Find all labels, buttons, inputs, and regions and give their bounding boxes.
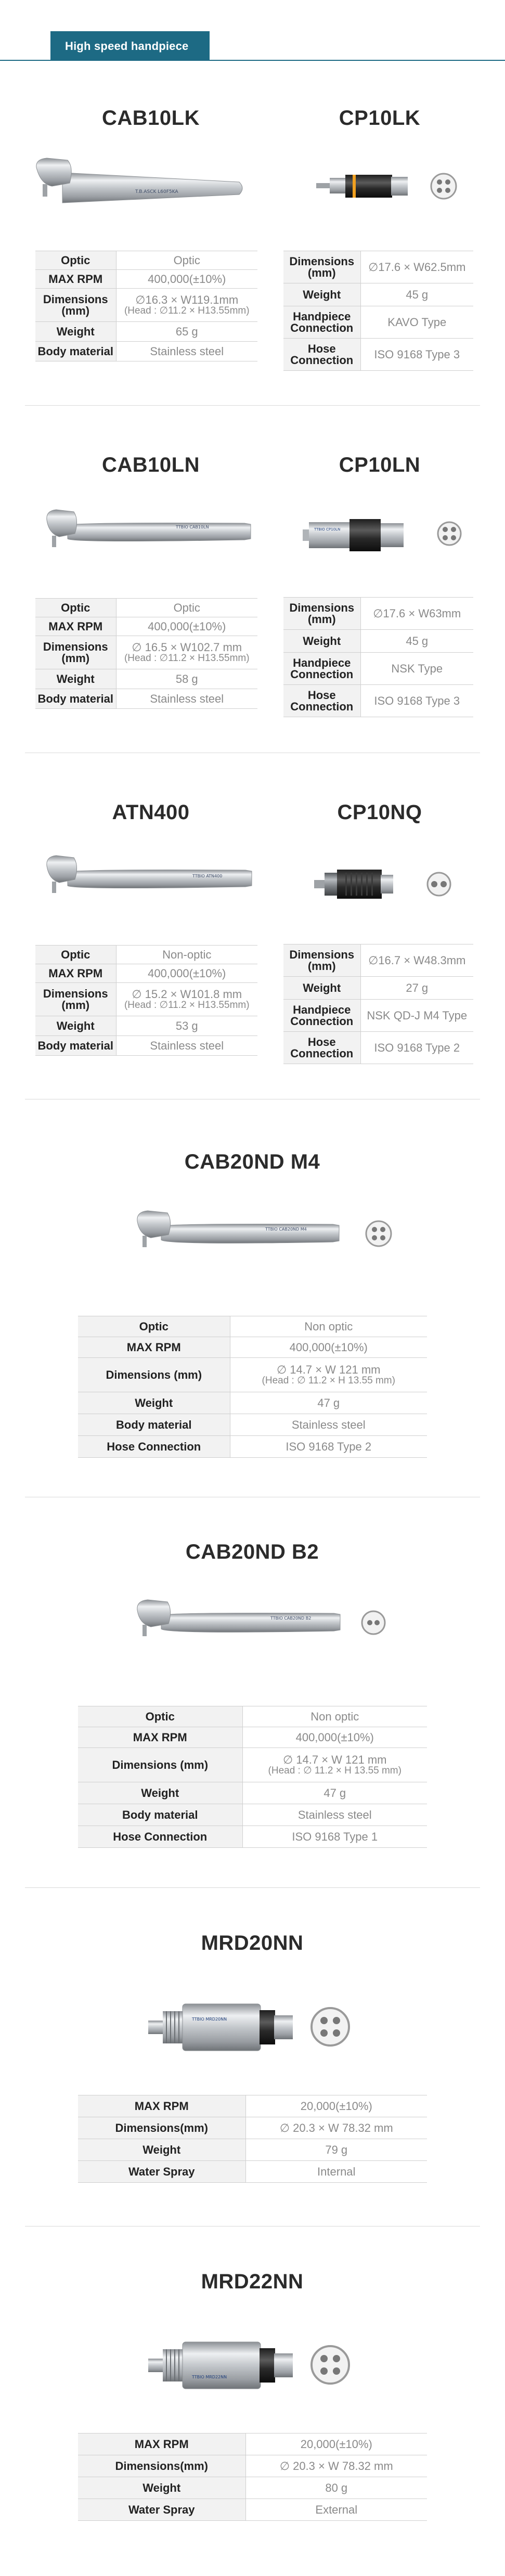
spec-value: Non optic [242,1706,427,1727]
spec-row [78,2095,427,2117]
spec-row [78,1358,427,1392]
spec-row [35,342,257,361]
spec-row [35,669,257,689]
section-tab-high-speed-handpiece[interactable]: High speed handpiece [50,31,210,61]
spec-row [78,1782,427,1804]
spec-value: 47 g [230,1392,427,1414]
spec-label: Dimensions (mm) [35,983,116,1016]
spec-label: MAX RPM [78,1727,242,1748]
spec-value-main: ∅ 14.7 × W 121 mm [282,1753,387,1766]
spec-row [35,599,257,617]
spec-value: Stainless steel [230,1414,427,1436]
spec-row [78,1337,427,1358]
spec-row [35,617,257,636]
spec-label: Dimensions (mm) [35,289,116,322]
spec-table-mrd22nn [78,2433,427,2521]
spec-label: Hose Connection [283,1032,360,1064]
handpiece-image-mrd20nn [148,1979,367,2078]
spec-row [78,2161,427,2183]
spec-row [283,1000,473,1032]
spec-label: Hose Connection [78,1436,230,1458]
spec-value: 45 g [360,283,473,306]
spec-label: Optic [78,1316,230,1337]
spec-label: Dimensions (mm) [283,251,360,283]
spec-value: 53 g [116,1016,257,1036]
spec-row [35,689,257,709]
product-title-cp10nq: CP10NQ [337,801,422,824]
coupler-image-cp10lk [316,162,462,214]
handpiece-image-cab10ln [42,499,260,572]
spec-label: MAX RPM [78,2433,245,2455]
spec-value: ∅ 20.3 × W 78.32 mm [245,2117,427,2139]
spec-row [78,1316,427,1337]
section-divider [25,1887,480,1888]
spec-label: MAX RPM [78,2095,245,2117]
spec-label: Body material [78,1804,242,1826]
spec-label: Optic [35,946,116,964]
product-title-cp10ln: CP10LN [339,454,421,476]
spec-value-main: ∅ 14.7 × W 121 mm [276,1363,381,1376]
spec-value: Optic [116,599,257,617]
handpiece-image-atn400 [42,845,260,918]
spec-row [78,1436,427,1458]
engraving-cab10lk: T.B.ASCK L60F5KA [135,189,178,195]
spec-row [78,1748,427,1782]
spec-table-cab20ndb2 [78,1706,427,1848]
spec-row [283,251,473,283]
spec-label: Dimensions(mm) [78,2455,245,2477]
spec-label: Body material [35,1036,116,1056]
engraving-cab10ln: TTBIO CAB10LN [176,525,209,529]
spec-row [35,964,257,983]
spec-row [78,1727,427,1748]
spec-value-main: ∅16.3 × W119.1mm [135,293,239,306]
spec-label: Body material [35,689,116,709]
spec-label: MAX RPM [35,964,116,983]
spec-row [78,2499,427,2521]
engraving-atn400: TTBIO ATN400 [192,874,223,878]
product-title-cab20ndb2: CAB20ND B2 [185,1541,319,1563]
spec-value: Stainless steel [242,1804,427,1826]
spec-row [283,1032,473,1064]
spec-row [78,1804,427,1826]
spec-table-cab10lk [35,251,257,361]
product-title-mrd20nn: MRD20NN [201,1932,304,1954]
spec-label: Handpiece Connection [283,653,360,685]
spec-label: Weight [283,283,360,306]
section-divider [25,2226,480,2227]
spec-value: 400,000(±10%) [242,1727,427,1748]
header-rule [0,60,505,61]
spec-row [283,339,473,371]
spec-label: Handpiece Connection [283,1000,360,1032]
handpiece-image-mrd22nn [148,2317,367,2416]
spec-label: Dimensions (mm) [283,598,360,630]
spec-table-atn400 [35,945,257,1056]
spec-value: Optic [116,251,257,270]
spec-label: Dimensions (mm) [283,944,360,977]
product-title-atn400: ATN400 [112,801,190,824]
handpiece-image-cab10lk [31,152,250,230]
engraving-cab20ndb2: TTBIO CAB20ND B2 [270,1616,312,1621]
spec-table-cp10ln [283,597,473,717]
spec-value [116,983,257,1016]
spec-value: NSK QD-J M4 Type [360,1000,473,1032]
product-title-mrd22nn: MRD22NN [201,2270,304,2293]
spec-row [35,289,257,322]
spec-value: Stainless steel [116,342,257,361]
spec-row [35,251,257,270]
spec-value: ∅16.7 × W48.3mm [360,944,473,977]
spec-value [230,1358,427,1392]
spec-value: 400,000(±10%) [116,964,257,983]
product-title-cab10lk: CAB10LK [102,107,200,130]
spec-value: 400,000(±10%) [116,617,257,636]
spec-value: ∅17.6 × W63mm [360,598,473,630]
spec-row [35,1016,257,1036]
spec-row [35,946,257,964]
spec-value: 58 g [116,669,257,689]
spec-label: Water Spray [78,2161,245,2183]
spec-label: Body material [78,1414,230,1436]
spec-row [283,630,473,653]
spec-value [242,1748,427,1782]
spec-row [35,1036,257,1056]
spec-value: 400,000(±10%) [230,1337,427,1358]
spec-table-cp10lk [283,251,473,371]
spec-value: 20,000(±10%) [245,2433,427,2455]
section-divider [25,405,480,406]
spec-label: Weight [283,630,360,653]
spec-value: 27 g [360,977,473,1000]
spec-value: Non-optic [116,946,257,964]
spec-value: Stainless steel [116,689,257,709]
spec-table-cab20ndm4 [78,1316,427,1458]
spec-label: MAX RPM [35,617,116,636]
spec-value [116,636,257,669]
spec-value: 20,000(±10%) [245,2095,427,2117]
spec-table-mrd20nn [78,2095,427,2183]
spec-row [35,983,257,1016]
spec-value: ISO 9168 Type 1 [242,1826,427,1848]
spec-label: Weight [35,1016,116,1036]
spec-row [78,1706,427,1727]
spec-label: Water Spray [78,2499,245,2521]
coupler-image-cp10nq [314,862,465,909]
spec-value: ISO 9168 Type 2 [360,1032,473,1064]
spec-row [78,1392,427,1414]
spec-value-sub: (Head : ∅ 11.2 × H 13.55 mm) [268,1765,402,1776]
handpiece-image-cab20ndb2 [130,1591,400,1659]
spec-value: ISO 9168 Type 3 [360,339,473,371]
spec-row [35,270,257,289]
spec-label: Weight [283,977,360,1000]
spec-row [35,636,257,669]
engraving-cp10ln: TTBIO CP10LN [314,527,341,532]
spec-label: Optic [35,599,116,617]
spec-value: ISO 9168 Type 2 [230,1436,427,1458]
spec-table-cp10nq [283,944,473,1064]
spec-label: Weight [35,322,116,342]
product-title-cp10lk: CP10LK [339,107,421,130]
spec-row [78,2139,427,2161]
spec-value: ∅17.6 × W62.5mm [360,251,473,283]
coupler-image-cp10ln [303,510,469,562]
spec-value: 400,000(±10%) [116,270,257,289]
spec-label: Weight [78,1782,242,1804]
spec-value: 79 g [245,2139,427,2161]
spec-value-sub: (Head : ∅11.2 × H13.55mm) [124,305,250,316]
spec-value: External [245,2499,427,2521]
spec-table-cab10ln [35,598,257,709]
spec-label: Hose Connection [78,1826,242,1848]
spec-row [78,2117,427,2139]
spec-row [283,653,473,685]
spec-row [283,306,473,339]
spec-row [78,2433,427,2455]
engraving-mrd22nn: TTBIO MRD22NN [192,2375,227,2379]
spec-value: 45 g [360,630,473,653]
spec-value-sub: (Head : ∅11.2 × H13.55mm) [124,652,250,664]
spec-label: Weight [78,2139,245,2161]
spec-label: Weight [35,669,116,689]
spec-label: Dimensions (mm) [78,1748,242,1782]
spec-row [283,685,473,717]
spec-value-main: ∅ 16.5 × W102.7 mm [132,640,242,654]
spec-value: NSK Type [360,653,473,685]
spec-row [283,977,473,1000]
spec-value-main: ∅ 15.2 × W101.8 mm [132,987,242,1001]
spec-row [78,1414,427,1436]
spec-label: Dimensions(mm) [78,2117,245,2139]
spec-value: Internal [245,2161,427,2183]
spec-label: Optic [78,1706,242,1727]
engraving-mrd20nn: TTBIO MRD20NN [192,2017,227,2022]
spec-row [78,2477,427,2499]
spec-value: ∅ 20.3 × W 78.32 mm [245,2455,427,2477]
spec-value: 80 g [245,2477,427,2499]
handpiece-image-cab20ndm4 [130,1202,400,1270]
spec-value: 47 g [242,1782,427,1804]
spec-label: Dimensions (mm) [78,1358,230,1392]
spec-label: MAX RPM [35,270,116,289]
spec-row [78,2455,427,2477]
spec-label: Hose Connection [283,685,360,717]
spec-value [116,289,257,322]
spec-value: ISO 9168 Type 3 [360,685,473,717]
spec-label: Weight [78,1392,230,1414]
spec-value: Non optic [230,1316,427,1337]
spec-label: Dimensions (mm) [35,636,116,669]
spec-label: Handpiece Connection [283,306,360,339]
spec-row [35,322,257,342]
spec-label: Optic [35,251,116,270]
spec-label: Hose Connection [283,339,360,371]
spec-label: MAX RPM [78,1337,230,1358]
spec-value: Stainless steel [116,1036,257,1056]
spec-row [78,1826,427,1848]
spec-value: KAVO Type [360,306,473,339]
spec-row [283,598,473,630]
product-title-cab20ndm4: CAB20ND M4 [184,1150,320,1173]
spec-row [283,944,473,977]
engraving-cab20ndm4: TTBIO CAB20ND M4 [265,1227,307,1232]
product-title-cab10ln: CAB10LN [102,454,200,476]
spec-value-sub: (Head : ∅ 11.2 × H 13.55 mm) [262,1375,395,1386]
spec-label: Body material [35,342,116,361]
spec-value: 65 g [116,322,257,342]
spec-label: Weight [78,2477,245,2499]
spec-row [283,283,473,306]
spec-value-sub: (Head : ∅11.2 × H13.55mm) [124,999,250,1011]
